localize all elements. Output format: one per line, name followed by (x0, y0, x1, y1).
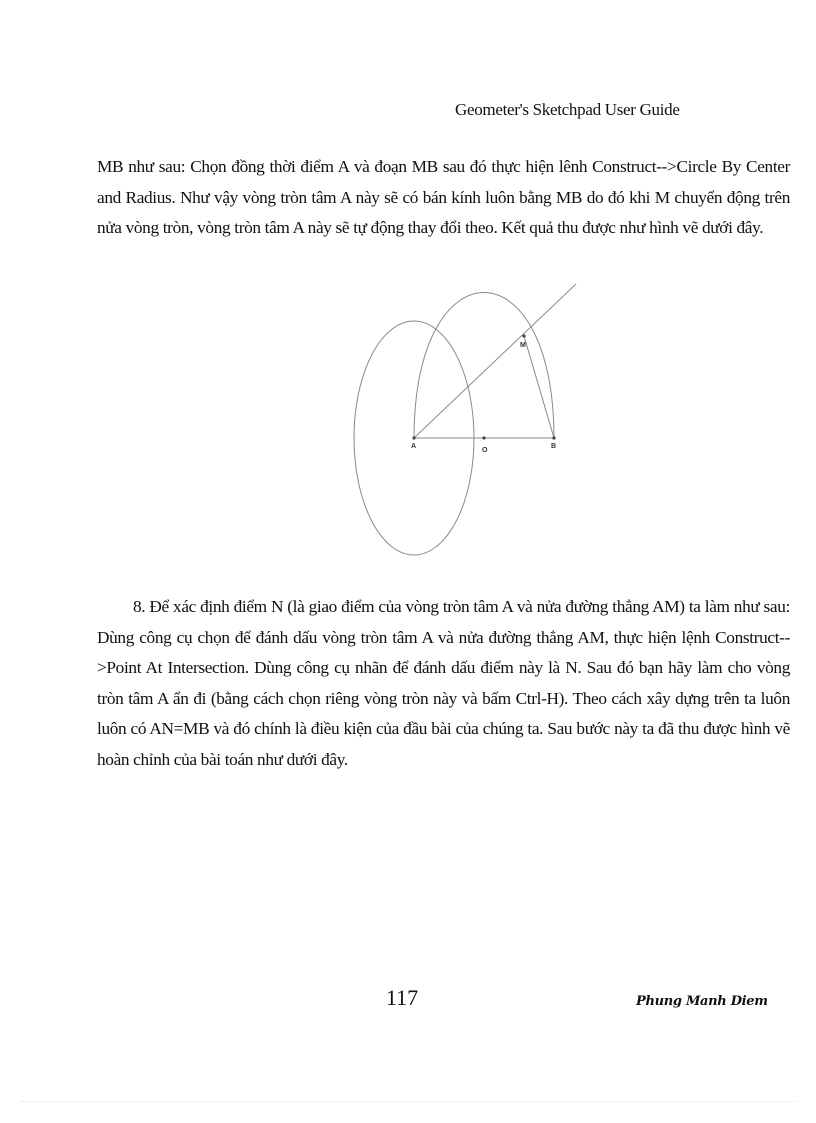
point-a (412, 436, 415, 439)
author-signature: Phung Manh Diem (636, 994, 768, 1009)
page-number: 117 (386, 985, 419, 1010)
geometry-sketch (350, 278, 590, 560)
point-m (522, 334, 525, 337)
label-a: A (411, 443, 417, 450)
running-header: Geometer's Sketchpad User Guide (455, 100, 680, 119)
geometry-figure (350, 278, 590, 560)
label-b: B (551, 443, 557, 450)
label-m: M (520, 342, 526, 349)
bottom-divider (20, 1101, 796, 1102)
paragraph-2: 8. Để xác định điểm N (là giao điểm của vòng tròn tâm A và nửa đường thẳng AM) ta làm như sau: Dùng công cụ chọn để đánh dấu vòng tròn tâm A và nửa đường thẳng AM, thực hiện lệnh Construct-->Point At Intersection. Dùng công cụ nhãn để đánh dấu điểm này là N. Sau đó bạn hãy làm cho vòng tròn tâm A ẩn đi (bằng cách chọn riêng vòng tròn này và bấm Ctrl-H). Theo cách xây dựng trên ta luôn luôn có AN=MB và đó chính là điều kiện của đầu bài của chúng ta. Sau bước này ta đã thu được hình vẽ hoàn chỉnh của bài toán như dưới đây. (97, 597, 790, 769)
segment-mb (524, 336, 554, 438)
paragraph-1: MB như sau: Chọn đồng thời điểm A và đoạn MB sau đó thực hiện lênh Construct-->Circle By Center and Radius. Như vậy vòng tròn tâm A này sẽ có bán kính luôn bằng MB do đó khi M chuyển động trên nửa vòng tròn, vòng tròn tâm A này sẽ tự động thay đổi theo. Kết quả thu được như hình vẽ dưới đây. (97, 157, 790, 237)
point-b (552, 436, 555, 439)
point-o (482, 436, 485, 439)
ray-am (414, 284, 576, 438)
label-o: O (482, 447, 488, 454)
